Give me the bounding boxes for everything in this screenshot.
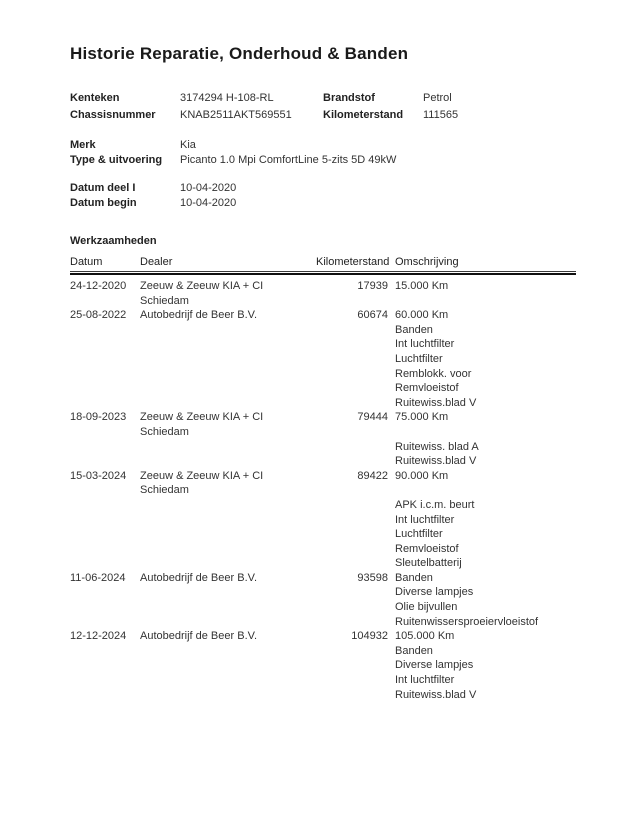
row-dealer-line: Zeeuw & Zeeuw KIA + CI xyxy=(140,469,264,482)
chassisnummer-value: KNAB2511AKT569551 xyxy=(180,108,292,121)
table-row xyxy=(70,469,576,571)
row-omschrijving-item xyxy=(395,425,576,440)
row-omschrijving-item: 90.000 Km xyxy=(395,469,449,482)
row-dealer-line: Zeeuw & Zeeuw KIA + CI xyxy=(140,280,264,292)
row-omschrijving-item: Diverse lampjes xyxy=(395,659,474,672)
row-omschrijving-item: Ruitewiss.blad V xyxy=(395,455,477,468)
row-omschrijving-item: Banden xyxy=(395,571,433,584)
row-omschrijving-item: Int luchtfilter xyxy=(395,513,455,526)
row-kilometerstand: 79444 xyxy=(357,411,388,424)
kilometerstand-value: 111565 xyxy=(423,108,459,121)
row-omschrijving-item: Diverse lampjes xyxy=(395,586,474,599)
merk-label: Merk xyxy=(70,139,96,151)
row-dealer-line: Schiedam xyxy=(140,425,189,438)
column-header-dealer: Dealer xyxy=(140,256,173,268)
merk-value: Kia xyxy=(180,139,196,151)
row-omschrijving-item: Ruitewiss.blad V xyxy=(395,688,477,701)
row-kilometerstand: 17939 xyxy=(357,280,388,292)
row-dealer-line: Autobedrijf de Beer B.V. xyxy=(140,571,258,584)
row-omschrijving-item xyxy=(395,483,576,498)
table-row xyxy=(70,308,576,410)
vehicle-id-block xyxy=(70,90,576,123)
table-row xyxy=(70,571,576,629)
vehicle-make-block xyxy=(70,138,576,168)
row-omschrijving-item: Ruitenwissersproeiervloeistof xyxy=(395,615,539,628)
row-omschrijving xyxy=(388,279,576,308)
datum-begin-label: Datum begin xyxy=(70,197,137,209)
row-datum: 25-08-2022 xyxy=(70,309,127,322)
row-dealer xyxy=(140,629,316,702)
table-row xyxy=(70,279,576,308)
kilometerstand-label: Kilometerstand xyxy=(323,108,404,121)
column-header-datum: Datum xyxy=(70,256,103,268)
row-datum: 11-06-2024 xyxy=(70,571,126,584)
row-dealer xyxy=(140,410,316,468)
row-datum: 24-12-2020 xyxy=(70,280,127,292)
row-omschrijving-item: Remvloeistof xyxy=(395,382,459,395)
row-omschrijving-item: Remvloeistof xyxy=(395,542,459,555)
row-dealer-line: Schiedam xyxy=(140,484,189,497)
row-omschrijving-item: 15.000 Km xyxy=(395,280,449,292)
row-omschrijving-item: Int luchtfilter xyxy=(395,338,455,351)
page-title: Historie Reparatie, Onderhoud & Banden xyxy=(70,44,409,63)
row-omschrijving-item: Ruitewiss. blad A xyxy=(395,440,479,453)
row-omschrijving-item: 105.000 Km xyxy=(395,630,455,643)
row-dealer xyxy=(140,469,316,571)
row-kilometerstand: 89422 xyxy=(357,469,388,482)
row-omschrijving xyxy=(388,308,576,410)
row-kilometerstand: 60674 xyxy=(357,309,388,322)
werkzaamheden-table xyxy=(70,256,576,702)
row-dealer-line: Autobedrijf de Beer B.V. xyxy=(140,630,258,643)
row-omschrijving-item: Remblokk. voor xyxy=(395,367,472,380)
type-uitvoering-value: Picanto 1.0 Mpi ComfortLine 5-zits 5D 49kW xyxy=(180,154,397,166)
row-kilometerstand: 104932 xyxy=(351,630,388,643)
datum-deel-1-value: 10-04-2020 xyxy=(180,182,237,194)
row-omschrijving-item: Ruitewiss.blad V xyxy=(395,396,477,409)
brandstof-value: Petrol xyxy=(423,92,452,104)
row-datum: 15-03-2024 xyxy=(70,469,127,482)
kenteken-value: 3174294 H-108-RL xyxy=(180,92,274,104)
datum-begin-value: 10-04-2020 xyxy=(180,197,237,209)
row-datum: 12-12-2024 xyxy=(70,630,127,643)
row-omschrijving-item: Luchtfilter xyxy=(395,528,443,541)
row-kilometerstand: 93598 xyxy=(357,571,388,584)
row-omschrijving xyxy=(388,629,576,702)
row-omschrijving-item: Sleutelbatterij xyxy=(395,557,462,570)
column-header-kilometerstand: Kilometerstand xyxy=(316,256,390,268)
row-omschrijving-item: Banden xyxy=(395,323,433,336)
row-omschrijving-item: Int luchtfilter xyxy=(395,674,455,687)
datum-deel-1-label: Datum deel I xyxy=(70,182,136,194)
table-row xyxy=(70,629,576,702)
row-datum: 18-09-2023 xyxy=(70,411,127,424)
row-omschrijving-item: APK i.c.m. beurt xyxy=(395,498,475,511)
row-omschrijving-item: Olie bijvullen xyxy=(395,601,458,614)
row-dealer-line: Zeeuw & Zeeuw KIA + CI xyxy=(140,411,264,424)
type-uitvoering-label: Type & uitvoering xyxy=(70,154,163,166)
table-body xyxy=(70,279,576,702)
werkzaamheden-heading: Werkzaamheden xyxy=(70,235,157,247)
kenteken-label: Kenteken xyxy=(70,92,120,104)
row-omschrijving xyxy=(388,410,576,468)
row-dealer xyxy=(140,279,316,308)
row-dealer-line: Schiedam xyxy=(140,294,189,307)
table-row xyxy=(70,410,576,468)
table-header-row xyxy=(70,256,576,272)
brandstof-label: Brandstof xyxy=(323,92,375,104)
column-header-omschrijving: Omschrijving xyxy=(395,256,459,268)
row-dealer-line: Autobedrijf de Beer B.V. xyxy=(140,309,258,322)
row-dealer xyxy=(140,571,316,629)
row-dealer xyxy=(140,308,316,410)
row-omschrijving xyxy=(388,469,576,571)
table-header-rule xyxy=(70,273,576,275)
row-omschrijving-item: Banden xyxy=(395,644,433,657)
row-omschrijving-item: 60.000 Km xyxy=(395,309,449,322)
vehicle-dates-block xyxy=(70,181,576,211)
row-omschrijving xyxy=(388,571,576,629)
row-omschrijving-item: 75.000 Km xyxy=(395,411,449,424)
row-omschrijving-item: Luchtfilter xyxy=(395,352,443,365)
chassisnummer-label: Chassisnummer xyxy=(70,108,156,121)
